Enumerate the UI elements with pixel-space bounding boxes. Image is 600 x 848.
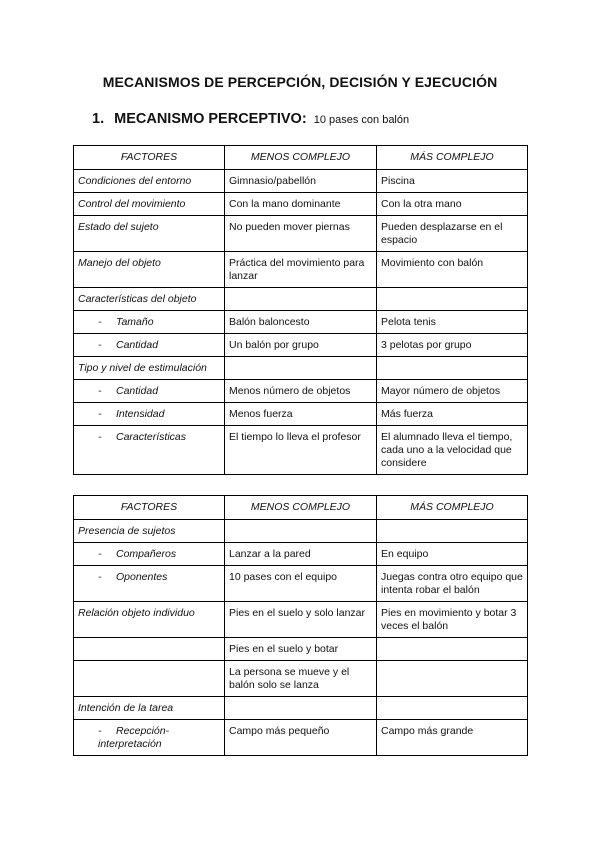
factor-cell bbox=[74, 193, 225, 216]
menos-complejo-cell: Campo más pequeño bbox=[225, 720, 377, 756]
menos-complejo-cell bbox=[225, 520, 377, 543]
section-heading bbox=[92, 111, 409, 127]
mas-complejo-cell: Mayor número de objetos bbox=[377, 380, 528, 403]
section-subtitle: 10 pases con balón bbox=[313, 114, 410, 126]
table-row bbox=[74, 311, 528, 334]
menos-complejo-cell: Un balón por grupo bbox=[225, 334, 377, 357]
table-body bbox=[74, 520, 528, 756]
mas-complejo-cell: Juegas contra otro equipo que intenta robar el balón bbox=[377, 566, 528, 602]
factor-cell bbox=[74, 602, 225, 638]
header-factores: FACTORES bbox=[74, 146, 225, 170]
menos-complejo-cell bbox=[225, 288, 377, 311]
section-number: 1. bbox=[92, 111, 105, 127]
mas-complejo-cell bbox=[377, 288, 528, 311]
factor-label: Características bbox=[116, 431, 187, 443]
table-row bbox=[74, 403, 528, 426]
menos-complejo-cell: Balón baloncesto bbox=[225, 311, 377, 334]
header-menos-complejo: MENOS COMPLEJO bbox=[225, 146, 377, 170]
table-row bbox=[74, 170, 528, 193]
factor-label: Relación objeto individuo bbox=[78, 607, 195, 619]
factor-label: Oponentes bbox=[116, 571, 168, 583]
table-row bbox=[74, 357, 528, 380]
factor-cell bbox=[74, 638, 225, 661]
document-title: MECANISMOS DE PERCEPCIÓN, DECISIÓN Y EJECUCIÓN bbox=[102, 74, 498, 90]
table-row bbox=[74, 520, 528, 543]
mas-complejo-cell bbox=[377, 638, 528, 661]
menos-complejo-cell: La persona se mueve y el balón solo se lanza bbox=[225, 661, 377, 697]
mas-complejo-cell bbox=[377, 697, 528, 720]
menos-complejo-cell bbox=[225, 357, 377, 380]
table-row bbox=[74, 380, 528, 403]
table-row bbox=[74, 252, 528, 288]
factor-subitem-cell bbox=[74, 426, 225, 475]
menos-complejo-cell: Lanzar a la pared bbox=[225, 543, 377, 566]
mas-complejo-cell bbox=[377, 661, 528, 697]
table-row bbox=[74, 602, 528, 638]
factor-label: Cantidad bbox=[116, 385, 159, 397]
factor-label: Estado del sujeto bbox=[78, 221, 159, 233]
bullet-dash: - bbox=[98, 408, 102, 420]
bullet-dash: - bbox=[98, 571, 102, 583]
factor-cell bbox=[74, 661, 225, 697]
menos-complejo-cell: Pies en el suelo y botar bbox=[225, 638, 377, 661]
table-row bbox=[74, 193, 528, 216]
factor-cell bbox=[74, 170, 225, 193]
factor-label: Control del movimiento bbox=[78, 198, 186, 210]
mas-complejo-cell: Más fuerza bbox=[377, 403, 528, 426]
header-mas-complejo: MÁS COMPLEJO bbox=[377, 146, 528, 170]
menos-complejo-cell bbox=[225, 697, 377, 720]
factor-label: Tipo y nivel de estimulación bbox=[78, 362, 207, 374]
mas-complejo-cell: Pueden desplazarse en el espacio bbox=[377, 216, 528, 252]
table-header-row bbox=[74, 146, 528, 170]
table-mecanismo-perceptivo-2 bbox=[73, 495, 528, 756]
table-header-row bbox=[74, 496, 528, 520]
mas-complejo-cell: Pelota tenis bbox=[377, 311, 528, 334]
mas-complejo-cell: Con la otra mano bbox=[377, 193, 528, 216]
factor-label: Recepción-interpretación bbox=[98, 725, 170, 750]
menos-complejo-cell: 10 pases con el equipo bbox=[225, 566, 377, 602]
factor-label: Intención de la tarea bbox=[78, 702, 174, 714]
factor-subitem-cell bbox=[74, 720, 225, 756]
mas-complejo-cell bbox=[377, 357, 528, 380]
menos-complejo-cell: Pies en el suelo y solo lanzar bbox=[225, 602, 377, 638]
menos-complejo-cell: Menos número de objetos bbox=[225, 380, 377, 403]
table-row bbox=[74, 334, 528, 357]
bullet-dash: - bbox=[98, 548, 102, 560]
header-mas-complejo: MÁS COMPLEJO bbox=[377, 496, 528, 520]
table-mecanismo-perceptivo-1 bbox=[73, 145, 528, 475]
factor-label: Manejo del objeto bbox=[78, 257, 161, 269]
factor-label: Condiciones del entorno bbox=[78, 175, 192, 187]
mas-complejo-cell: Movimiento con balón bbox=[377, 252, 528, 288]
menos-complejo-cell: No pueden mover piernas bbox=[225, 216, 377, 252]
factor-label: Compañeros bbox=[116, 548, 177, 560]
factor-subitem-cell bbox=[74, 403, 225, 426]
factor-cell bbox=[74, 357, 225, 380]
menos-complejo-cell: Práctica del movimiento para lanzar bbox=[225, 252, 377, 288]
factor-cell bbox=[74, 252, 225, 288]
table-row bbox=[74, 426, 528, 475]
table-row bbox=[74, 566, 528, 602]
table-row bbox=[74, 661, 528, 697]
mas-complejo-cell: El alumnado lleva el tiempo, cada uno a la velocidad que considere bbox=[377, 426, 528, 475]
bullet-dash: - bbox=[98, 339, 102, 351]
factor-cell bbox=[74, 216, 225, 252]
table-row bbox=[74, 720, 528, 756]
mas-complejo-cell: Piscina bbox=[377, 170, 528, 193]
bullet-dash: - bbox=[98, 725, 102, 737]
table-body bbox=[74, 170, 528, 475]
mas-complejo-cell bbox=[377, 520, 528, 543]
menos-complejo-cell: El tiempo lo lleva el profesor bbox=[225, 426, 377, 475]
menos-complejo-cell: Menos fuerza bbox=[225, 403, 377, 426]
bullet-dash: - bbox=[98, 385, 102, 397]
factor-subitem-cell bbox=[74, 311, 225, 334]
factor-label: Características del objeto bbox=[78, 293, 197, 305]
table-row bbox=[74, 543, 528, 566]
factor-cell bbox=[74, 697, 225, 720]
bullet-dash: - bbox=[98, 316, 102, 328]
table-row bbox=[74, 216, 528, 252]
factor-subitem-cell bbox=[74, 566, 225, 602]
factor-subitem-cell bbox=[74, 380, 225, 403]
bullet-dash: - bbox=[98, 431, 102, 443]
menos-complejo-cell: Con la mano dominante bbox=[225, 193, 377, 216]
menos-complejo-cell: Gimnasio/pabellón bbox=[225, 170, 377, 193]
mas-complejo-cell: En equipo bbox=[377, 543, 528, 566]
mas-complejo-cell: 3 pelotas por grupo bbox=[377, 334, 528, 357]
factor-label: Presencia de sujetos bbox=[78, 525, 176, 537]
factor-label: Tamaño bbox=[116, 316, 154, 328]
factor-label: Intensidad bbox=[116, 408, 165, 420]
factor-subitem-cell bbox=[74, 543, 225, 566]
section-title: MECANISMO PERCEPTIVO: bbox=[114, 111, 307, 127]
factor-cell bbox=[74, 520, 225, 543]
header-factores: FACTORES bbox=[74, 496, 225, 520]
table-row bbox=[74, 638, 528, 661]
factor-subitem-cell bbox=[74, 334, 225, 357]
mas-complejo-cell: Campo más grande bbox=[377, 720, 528, 756]
factor-cell bbox=[74, 288, 225, 311]
factor-label: Cantidad bbox=[116, 339, 159, 351]
table-row bbox=[74, 288, 528, 311]
table-row bbox=[74, 697, 528, 720]
mas-complejo-cell: Pies en movimiento y botar 3 veces el balón bbox=[377, 602, 528, 638]
header-menos-complejo: MENOS COMPLEJO bbox=[225, 496, 377, 520]
